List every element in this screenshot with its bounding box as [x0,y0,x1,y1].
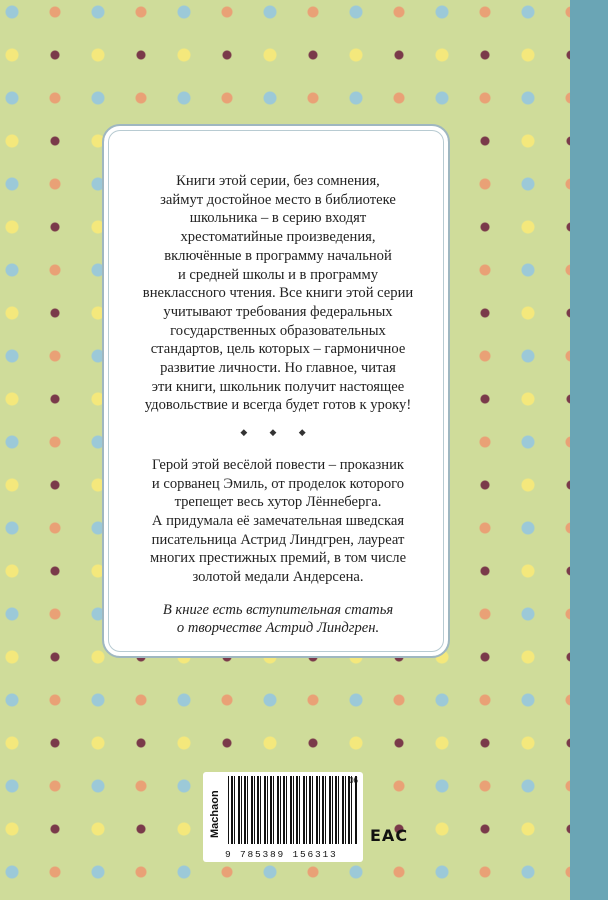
intro-line: учитывают требования федеральных [163,303,393,320]
intro-line: Книги этой серии, без сомнения, [176,173,380,189]
intro-line: эти книги, школьник получит настоящее [151,378,405,395]
story-line: Герой этой весёлой повести – проказник [152,456,404,473]
intro-line: государственных образовательных [170,322,386,339]
publisher-logo [206,778,224,858]
note-line: о творчестве Астрид Линдгрен. [176,620,380,637]
story-description [126,456,430,587]
barcode-addon: 06 [349,776,358,785]
foreword-note [126,601,430,638]
story-line: трепещет весь хутор Лённеберга. [174,494,382,511]
story-line: А придумала её замечательная шведская [151,512,405,529]
story-line: и сорванец Эмиль, от проделок которого [151,475,405,492]
story-line: золотой медали Андерсена. [192,569,364,586]
text-panel [102,124,450,658]
isbn-number: 9 785389 156313 [225,849,361,860]
text-panel-content [126,172,430,638]
intro-line: займут достойное место в библиотеке [160,191,396,208]
note-line: В книге есть вступительная статья [162,601,394,618]
spine-strip [570,0,608,900]
story-line: многих престижных премий, в том числе [149,550,407,567]
diamond-divider: ◆ ◆ ◆ [240,427,316,438]
intro-line: развитие личности. Но главное, читая [160,360,396,377]
intro-line: включённые в программу начальной [164,247,392,264]
intro-line: стандартов, цель которых – гармоничное [150,341,406,358]
barcode-label [203,772,363,862]
series-description [126,172,430,415]
intro-line: хрестоматийные произведения, [180,229,376,246]
intro-line: внеклассного чтения. Все книги этой серии [142,285,414,302]
intro-line: удовольствие и всегда будет готов к уроку! [144,397,412,414]
barcode-icon [228,776,358,844]
story-line: писательница Астрид Линдгрен, лауреат [151,531,405,548]
intro-line: школьника – в серию входят [189,210,367,227]
eac-certification-mark: EAC [370,826,409,845]
intro-line: и средней школы и в программу [177,266,379,283]
publisher-name: Machaon [209,790,221,838]
